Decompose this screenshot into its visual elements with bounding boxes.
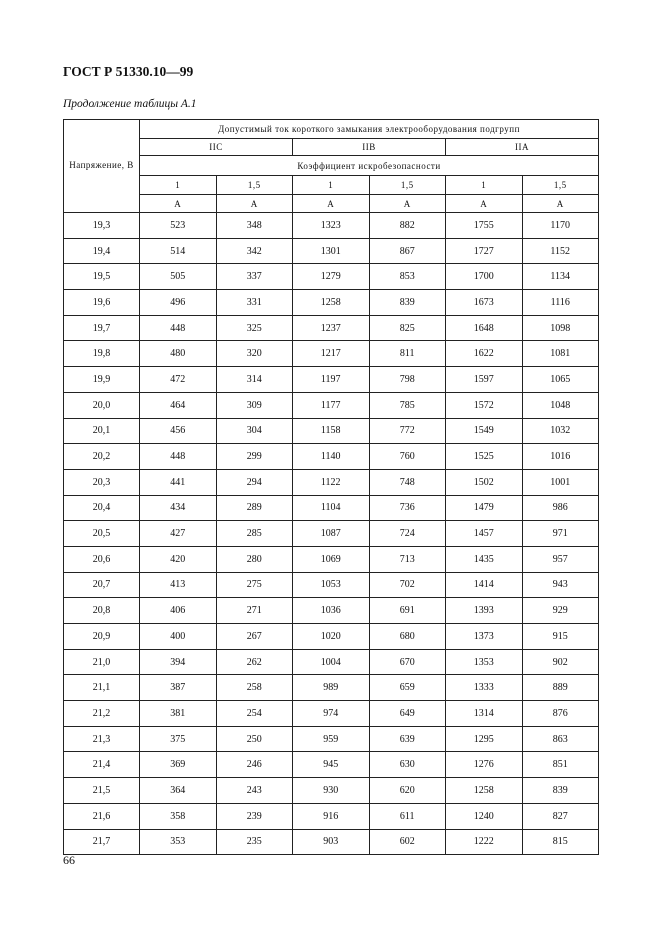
voltage-cell: 20,8 xyxy=(64,598,140,624)
current-cell: 1373 xyxy=(446,624,523,650)
current-cell: 971 xyxy=(522,521,599,547)
current-cell: 1597 xyxy=(446,367,523,393)
current-cell: 882 xyxy=(369,213,446,239)
current-cell: 620 xyxy=(369,778,446,804)
current-cell: 523 xyxy=(140,213,217,239)
current-cell: 505 xyxy=(140,264,217,290)
table-row xyxy=(64,290,599,316)
current-cell: 811 xyxy=(369,341,446,367)
current-cell: 1197 xyxy=(293,367,370,393)
current-cell: 1116 xyxy=(522,290,599,316)
current-cell: 1572 xyxy=(446,392,523,418)
current-cell: 902 xyxy=(522,649,599,675)
coef-header: Коэффициент искробезопасности xyxy=(140,156,599,176)
unit-label: A xyxy=(293,195,370,213)
current-cell: 1323 xyxy=(293,213,370,239)
current-cell: 285 xyxy=(216,521,293,547)
current-cell: 798 xyxy=(369,367,446,393)
table-row xyxy=(64,521,599,547)
table-caption: Продолжение таблицы А.1 xyxy=(63,98,197,110)
current-cell: 267 xyxy=(216,624,293,650)
voltage-cell: 20,1 xyxy=(64,418,140,444)
current-cell: 456 xyxy=(140,418,217,444)
table-row xyxy=(64,213,599,239)
current-cell: 639 xyxy=(369,726,446,752)
voltage-cell: 20,4 xyxy=(64,495,140,521)
voltage-cell: 21,4 xyxy=(64,752,140,778)
coef-value: 1,5 xyxy=(369,176,446,195)
current-cell: 254 xyxy=(216,701,293,727)
current-cell: 464 xyxy=(140,392,217,418)
voltage-cell: 20,2 xyxy=(64,444,140,470)
current-cell: 659 xyxy=(369,675,446,701)
current-cell: 929 xyxy=(522,598,599,624)
voltage-cell: 21,1 xyxy=(64,675,140,701)
voltage-cell: 19,8 xyxy=(64,341,140,367)
unit-label: A xyxy=(369,195,446,213)
current-cell: 246 xyxy=(216,752,293,778)
voltage-cell: 21,6 xyxy=(64,803,140,829)
group-header: IIB xyxy=(293,139,446,156)
current-cell: 863 xyxy=(522,726,599,752)
table-row xyxy=(64,264,599,290)
current-cell: 1502 xyxy=(446,469,523,495)
table-row xyxy=(64,701,599,727)
voltage-cell: 19,3 xyxy=(64,213,140,239)
current-cell: 271 xyxy=(216,598,293,624)
current-cell: 314 xyxy=(216,367,293,393)
main-header: Допустимый ток короткого замыкания электрооборудования подгрупп xyxy=(140,120,599,139)
current-cell: 815 xyxy=(522,829,599,855)
current-cell: 825 xyxy=(369,315,446,341)
current-cell: 1279 xyxy=(293,264,370,290)
current-cell: 1333 xyxy=(446,675,523,701)
current-cell: 1069 xyxy=(293,546,370,572)
current-cell: 1435 xyxy=(446,546,523,572)
current-cell: 1104 xyxy=(293,495,370,521)
current-cell: 1081 xyxy=(522,341,599,367)
coef-value: 1,5 xyxy=(216,176,293,195)
current-cell: 448 xyxy=(140,315,217,341)
table-row xyxy=(64,546,599,572)
unit-label: A xyxy=(446,195,523,213)
voltage-cell: 20,9 xyxy=(64,624,140,650)
current-cell: 243 xyxy=(216,778,293,804)
current-cell: 1016 xyxy=(522,444,599,470)
current-cell: 736 xyxy=(369,495,446,521)
voltage-cell: 20,5 xyxy=(64,521,140,547)
table-row xyxy=(64,367,599,393)
voltage-cell: 19,6 xyxy=(64,290,140,316)
current-cell: 839 xyxy=(522,778,599,804)
current-cell: 1001 xyxy=(522,469,599,495)
voltage-cell: 21,3 xyxy=(64,726,140,752)
voltage-cell: 19,9 xyxy=(64,367,140,393)
current-cell: 239 xyxy=(216,803,293,829)
current-cell: 1140 xyxy=(293,444,370,470)
current-cell: 915 xyxy=(522,624,599,650)
current-cell: 1648 xyxy=(446,315,523,341)
table-row xyxy=(64,803,599,829)
current-cell: 413 xyxy=(140,572,217,598)
current-cell: 420 xyxy=(140,546,217,572)
current-cell: 851 xyxy=(522,752,599,778)
current-cell: 1240 xyxy=(446,803,523,829)
table-row xyxy=(64,649,599,675)
current-cell: 289 xyxy=(216,495,293,521)
current-cell: 434 xyxy=(140,495,217,521)
page-number: 66 xyxy=(63,853,75,867)
current-cell: 680 xyxy=(369,624,446,650)
current-cell: 611 xyxy=(369,803,446,829)
current-cell: 974 xyxy=(293,701,370,727)
current-cell: 943 xyxy=(522,572,599,598)
current-cell: 1170 xyxy=(522,213,599,239)
current-cell: 1673 xyxy=(446,290,523,316)
table-row xyxy=(64,726,599,752)
current-cell: 930 xyxy=(293,778,370,804)
table-row xyxy=(64,829,599,855)
current-cell: 1314 xyxy=(446,701,523,727)
current-cell: 602 xyxy=(369,829,446,855)
standard-title: ГОСТ Р 51330.10—99 xyxy=(63,64,194,79)
current-cell: 1098 xyxy=(522,315,599,341)
table-row xyxy=(64,572,599,598)
table-row xyxy=(64,752,599,778)
current-cell: 1393 xyxy=(446,598,523,624)
current-table xyxy=(63,119,599,855)
table-row xyxy=(64,341,599,367)
unit-label: A xyxy=(140,195,217,213)
group-header: IIC xyxy=(140,139,293,156)
current-cell: 1222 xyxy=(446,829,523,855)
current-cell: 299 xyxy=(216,444,293,470)
current-cell: 309 xyxy=(216,392,293,418)
current-cell: 1087 xyxy=(293,521,370,547)
current-cell: 375 xyxy=(140,726,217,752)
current-cell: 1727 xyxy=(446,238,523,264)
current-cell: 1134 xyxy=(522,264,599,290)
current-cell: 903 xyxy=(293,829,370,855)
voltage-cell: 19,4 xyxy=(64,238,140,264)
current-cell: 1276 xyxy=(446,752,523,778)
current-cell: 1258 xyxy=(446,778,523,804)
current-cell: 1414 xyxy=(446,572,523,598)
current-cell: 381 xyxy=(140,701,217,727)
unit-label: A xyxy=(216,195,293,213)
current-cell: 342 xyxy=(216,238,293,264)
current-cell: 1700 xyxy=(446,264,523,290)
current-cell: 1048 xyxy=(522,392,599,418)
table-row xyxy=(64,418,599,444)
current-cell: 369 xyxy=(140,752,217,778)
current-cell: 1122 xyxy=(293,469,370,495)
current-cell: 364 xyxy=(140,778,217,804)
current-cell: 514 xyxy=(140,238,217,264)
current-cell: 441 xyxy=(140,469,217,495)
current-cell: 957 xyxy=(522,546,599,572)
current-cell: 1479 xyxy=(446,495,523,521)
table-row xyxy=(64,495,599,521)
unit-label: A xyxy=(522,195,599,213)
current-cell: 713 xyxy=(369,546,446,572)
current-cell: 1036 xyxy=(293,598,370,624)
current-cell: 989 xyxy=(293,675,370,701)
group-header: IIA xyxy=(446,139,599,156)
current-cell: 394 xyxy=(140,649,217,675)
voltage-cell: 21,5 xyxy=(64,778,140,804)
current-cell: 427 xyxy=(140,521,217,547)
current-cell: 406 xyxy=(140,598,217,624)
current-cell: 1020 xyxy=(293,624,370,650)
table-head xyxy=(64,120,599,213)
current-cell: 1152 xyxy=(522,238,599,264)
current-cell: 916 xyxy=(293,803,370,829)
current-cell: 1353 xyxy=(446,649,523,675)
current-cell: 1755 xyxy=(446,213,523,239)
current-cell: 945 xyxy=(293,752,370,778)
current-cell: 325 xyxy=(216,315,293,341)
current-cell: 387 xyxy=(140,675,217,701)
current-cell: 630 xyxy=(369,752,446,778)
current-cell: 1158 xyxy=(293,418,370,444)
voltage-cell: 21,2 xyxy=(64,701,140,727)
current-cell: 496 xyxy=(140,290,217,316)
current-cell: 480 xyxy=(140,341,217,367)
table-row xyxy=(64,444,599,470)
current-cell: 250 xyxy=(216,726,293,752)
current-cell: 275 xyxy=(216,572,293,598)
current-cell: 331 xyxy=(216,290,293,316)
current-cell: 262 xyxy=(216,649,293,675)
current-cell: 1032 xyxy=(522,418,599,444)
current-cell: 702 xyxy=(369,572,446,598)
current-cell: 1177 xyxy=(293,392,370,418)
current-cell: 1065 xyxy=(522,367,599,393)
current-cell: 772 xyxy=(369,418,446,444)
table-row xyxy=(64,315,599,341)
voltage-cell: 20,7 xyxy=(64,572,140,598)
voltage-cell: 20,6 xyxy=(64,546,140,572)
current-cell: 839 xyxy=(369,290,446,316)
table-row xyxy=(64,392,599,418)
current-cell: 889 xyxy=(522,675,599,701)
current-cell: 400 xyxy=(140,624,217,650)
current-cell: 1301 xyxy=(293,238,370,264)
current-cell: 670 xyxy=(369,649,446,675)
current-cell: 358 xyxy=(140,803,217,829)
current-cell: 294 xyxy=(216,469,293,495)
current-cell: 724 xyxy=(369,521,446,547)
current-cell: 853 xyxy=(369,264,446,290)
table-row xyxy=(64,238,599,264)
coef-value: 1,5 xyxy=(522,176,599,195)
current-cell: 337 xyxy=(216,264,293,290)
current-cell: 1053 xyxy=(293,572,370,598)
coef-value: 1 xyxy=(446,176,523,195)
current-cell: 986 xyxy=(522,495,599,521)
coef-value: 1 xyxy=(140,176,217,195)
current-cell: 691 xyxy=(369,598,446,624)
current-cell: 1004 xyxy=(293,649,370,675)
current-cell: 258 xyxy=(216,675,293,701)
current-cell: 353 xyxy=(140,829,217,855)
current-cell: 649 xyxy=(369,701,446,727)
current-cell: 448 xyxy=(140,444,217,470)
current-cell: 760 xyxy=(369,444,446,470)
table-row xyxy=(64,778,599,804)
current-cell: 1295 xyxy=(446,726,523,752)
current-cell: 867 xyxy=(369,238,446,264)
voltage-cell: 21,7 xyxy=(64,829,140,855)
current-cell: 304 xyxy=(216,418,293,444)
voltage-cell: 20,0 xyxy=(64,392,140,418)
current-cell: 235 xyxy=(216,829,293,855)
table-row xyxy=(64,675,599,701)
voltage-cell: 19,5 xyxy=(64,264,140,290)
current-cell: 748 xyxy=(369,469,446,495)
current-cell: 1549 xyxy=(446,418,523,444)
table-row xyxy=(64,624,599,650)
table-row xyxy=(64,598,599,624)
current-cell: 785 xyxy=(369,392,446,418)
current-cell: 827 xyxy=(522,803,599,829)
current-cell: 280 xyxy=(216,546,293,572)
table-row xyxy=(64,469,599,495)
voltage-header: Напряжение, В xyxy=(64,120,140,213)
coef-value: 1 xyxy=(293,176,370,195)
current-cell: 1525 xyxy=(446,444,523,470)
current-cell: 1258 xyxy=(293,290,370,316)
table-body xyxy=(64,213,599,855)
current-cell: 348 xyxy=(216,213,293,239)
voltage-cell: 21,0 xyxy=(64,649,140,675)
current-cell: 876 xyxy=(522,701,599,727)
current-cell: 1237 xyxy=(293,315,370,341)
current-cell: 1622 xyxy=(446,341,523,367)
current-cell: 320 xyxy=(216,341,293,367)
current-cell: 1217 xyxy=(293,341,370,367)
current-cell: 472 xyxy=(140,367,217,393)
current-cell: 1457 xyxy=(446,521,523,547)
voltage-cell: 19,7 xyxy=(64,315,140,341)
voltage-cell: 20,3 xyxy=(64,469,140,495)
current-cell: 959 xyxy=(293,726,370,752)
